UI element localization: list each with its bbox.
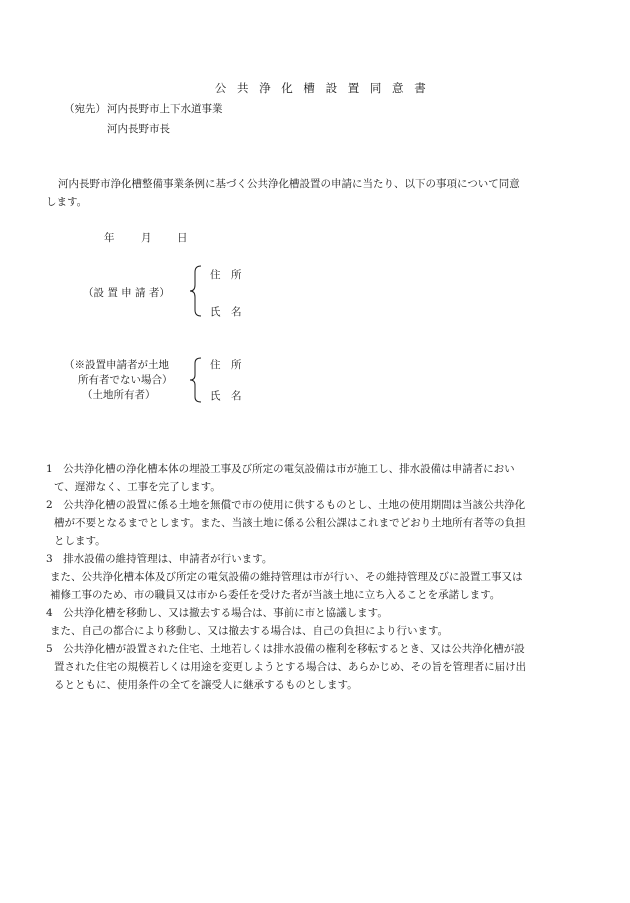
- condition-3-line-3: 補修工事のため、市の職員又は市から委任を受けた者が当該土地に立ち入ることを承諾します。: [50, 589, 501, 601]
- date-day: 日: [177, 232, 188, 244]
- landowner-label-line-3: （土地所有者）: [82, 389, 156, 401]
- condition-5-line-1: 5 公共浄化槽が設置された住宅、土地若しくは排水設備の権利を移転するとき、又は公共浄化槽が設: [46, 643, 525, 655]
- condition-5-line-3: るとともに、使用条件の全てを譲受人に継承するものとします。: [54, 679, 358, 691]
- condition-2-line-1: 2 公共浄化槽の設置に係る土地を無償で市の使用に供するものとし、土地の使用期間は当該公共浄化: [46, 499, 526, 511]
- intro-line-1: 河内長野市浄化槽整備事業条例に基づく公共浄化槽設置の申請に当たり、以下の事項について同意: [58, 178, 520, 190]
- applicant-label: （設 置 申 請 者）: [83, 287, 170, 299]
- condition-1-line-1: 1 公共浄化槽の浄化槽本体の埋設工事及び所定の電気設備は市が施工し、排水設備は申請者におい: [46, 463, 515, 475]
- condition-3-line-2: また、公共浄化槽本体及び所定の電気設備の維持管理は市が行い、その維持管理及びに設置工事又は: [50, 571, 523, 583]
- addressee-line-2: 河内長野市長: [107, 123, 170, 135]
- addressee-label: （宛先）: [64, 103, 106, 115]
- condition-4-line-1: 4 公共浄化槽を移動し、又は撤去する場合は、事前に市と協議します。: [46, 607, 388, 619]
- landowner-label-line-2: 所有者でない場合）: [78, 374, 173, 386]
- document-title: 公 共 浄 化 槽 設 置 同 意 書: [214, 81, 430, 95]
- condition-1-line-2: て、遅滞なく、工事を完了します。: [54, 481, 221, 493]
- intro-line-2: します。: [46, 196, 88, 208]
- applicant-address-label: 住 所: [210, 269, 242, 281]
- landowner-address-label: 住 所: [210, 359, 242, 371]
- date-year: 年: [104, 232, 115, 244]
- condition-2-line-2: 槽が不要となるまでとします。また、当該土地に係る公租公課はこれまでどおり土地所有者等の負担: [54, 517, 526, 529]
- landowner-label-line-1: （※設置申請者が土地: [64, 359, 169, 371]
- applicant-name-label: 氏 名: [210, 306, 242, 318]
- brace-icon: [188, 357, 204, 403]
- addressee-line-1: 河内長野市上下水道事業: [107, 103, 223, 115]
- date-month: 月: [141, 232, 152, 244]
- brace-icon: [188, 265, 204, 317]
- condition-5-line-2: 置された住宅の規模若しくは用途を変更しようとする場合は、あらかじめ、その旨を管理者に届け出: [54, 661, 527, 673]
- condition-2-line-3: とします。: [54, 535, 106, 547]
- landowner-name-label: 氏 名: [210, 390, 242, 402]
- condition-4-line-2: また、自己の都合により移動し、又は撤去する場合は、自己の負担により行います。: [50, 625, 449, 637]
- condition-3-line-1: 3 排水設備の維持管理は、申請者が行います。: [46, 553, 273, 565]
